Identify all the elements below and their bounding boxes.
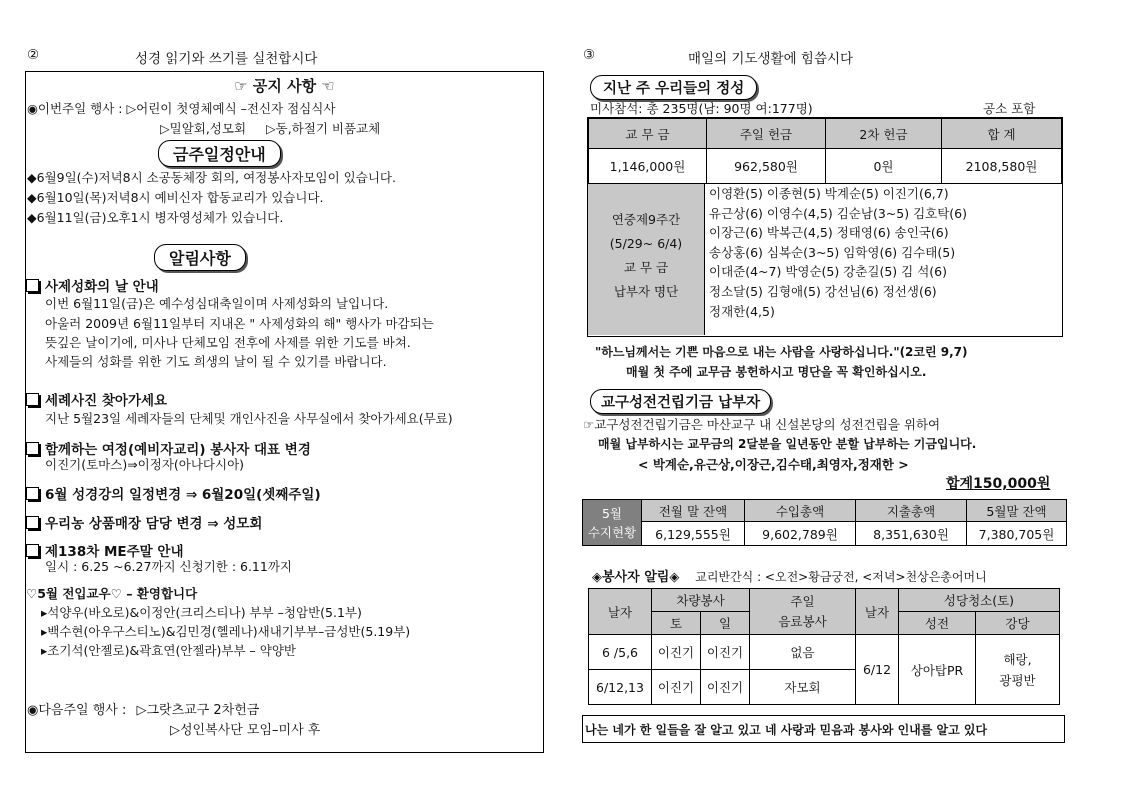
checkbox-square-icon: [26, 487, 39, 500]
fund-line: ☞교구성전건립기금은 마산교구 내 신설본당의 성전건립을 위하여: [583, 417, 941, 432]
welcome-line: ▸조기석(안젤로)&곽효연(안젤라)부부 – 약양반: [41, 643, 297, 658]
schedule-item: ◆6월10일(목)저녁8시 예비신자 합동교리가 있습니다.: [27, 190, 324, 205]
page-number: ②: [27, 47, 40, 63]
balance-value: 8,351,630원: [856, 522, 967, 546]
announce-item-line: 이진기(토마스)⇒이정자(아나다시아): [45, 457, 245, 472]
donor-label-line: (5/29~ 6/4): [609, 236, 683, 251]
offering-value: 0원: [826, 149, 942, 184]
balance-value: 7,380,705원: [967, 522, 1067, 546]
fund-heading: [590, 389, 771, 414]
vol-cell: 6/12: [856, 635, 899, 705]
vol-header-line: 음료봉사: [778, 613, 827, 629]
donor-label-line: 연중제9주간: [611, 212, 681, 227]
offering-title: 지난 주 우리들의 정성: [590, 75, 757, 100]
vol-cell: 이진기: [652, 670, 701, 705]
attendance-note: 공소 포함: [983, 101, 1036, 116]
balance-header: 5월말 잔액: [967, 500, 1067, 522]
volunteer-title: ◈봉사자 알림◈: [592, 570, 680, 585]
volunteer-note: 교리반간식 : <오전>황금궁전, <저녁>천상은총어머니: [695, 570, 987, 584]
donor-line: 유근상(6) 이영수(4,5) 김순남(3~5) 김호탁(6): [709, 205, 967, 221]
checkbox-square-icon: [26, 516, 39, 529]
next-week-events: [27, 699, 259, 718]
welcome-title: ♡5월 전입교우♡ – 환영합니다: [26, 586, 198, 601]
balance-value: 9,602,789원: [745, 522, 856, 546]
vol-cell: 이진기: [701, 670, 750, 705]
vol-cell: 이진기: [701, 635, 750, 670]
offering-value: 1,146,000원: [589, 149, 707, 184]
vol-cell: [976, 635, 1060, 705]
notice-title: ☞ 공지 사항 ☜: [234, 77, 335, 95]
balance-label-line: 수지현황: [587, 524, 637, 540]
vol-cell: 6 /5,6: [589, 635, 652, 670]
announce-heading: [154, 244, 246, 271]
vol-cell-line: 해랑,: [1003, 651, 1032, 667]
balance-value: 6,129,555원: [642, 522, 745, 546]
fund-names: < 박계순,유근상,이장근,김수태,최영자,정재한 >: [638, 457, 909, 472]
vol-header: 차량봉사: [652, 589, 750, 612]
table-row: [589, 635, 1060, 670]
footer-verse: 나는 네가 한 일들을 잘 알고 있고 네 사랑과 믿음과 봉사와 인내를 알고 있다: [585, 723, 988, 737]
checkbox-square-icon: [26, 279, 39, 292]
announce-item-line: 지난 5월23일 세례자들의 단체및 개인사진을 사무실에서 찾아가세요(무료): [45, 411, 453, 426]
schedule-item: ◆6월9일(수)저녁8시 소공동체장 회의, 여정봉사자모임이 있습니다.: [27, 170, 396, 185]
donor-list: [709, 184, 967, 321]
offering-table: [588, 118, 1062, 184]
announce-item-title: 제138차 ME주말 안내: [26, 540, 183, 560]
offering-header: 주일 헌금: [707, 119, 826, 149]
vol-cell: 6/12,13: [589, 670, 652, 705]
vol-header: 성전: [899, 612, 976, 635]
fund-line: 매월 납부하시는 교무금의 2달분을 일년동안 분할 납부하는 기금입니다.: [598, 437, 977, 451]
donor-line: 이장근(6) 박복근(4,5) 정태영(6) 송인국(6): [709, 225, 949, 241]
welcome-line: ▸백수현(아우구스티노)&김민경(헬레나)새내기부부–금성반(5.19부): [41, 624, 411, 639]
vol-header: 날자: [589, 589, 652, 635]
donor-line: 이영환(5) 이종현(5) 박계순(5) 이진기(6,7): [709, 186, 949, 201]
offering-header: 2차 헌금: [826, 119, 942, 149]
vol-header: 토: [652, 612, 701, 635]
this-week-line1: ▷어린이 첫영체예식 –전신자 점심식사: [126, 101, 336, 116]
offering-header: 교 무 금: [589, 119, 707, 149]
offering-box: [587, 117, 1063, 337]
balance-table: [582, 499, 1067, 546]
announce-item-title: 우리농 상품매장 담당 변경 ⇒ 성모회: [26, 512, 262, 532]
welcome-line: ▸석양우(바오로)&이정안(크리스티나) 부부 –청암반(5.1부): [41, 605, 362, 620]
donor-line: 정소달(5) 김형애(5) 강선님(6) 정선생(6): [709, 283, 937, 299]
balance-header: 지출총액: [856, 500, 967, 522]
this-week-label: ◉이번주일 행사 :: [27, 101, 123, 116]
footer-box: [582, 715, 1065, 743]
fund-title: 교구성전건립기금 납부자: [590, 389, 771, 414]
quote: "하느님께서는 기쁜 마음으로 내는 사람을 사랑하십니다."(2코린 9,7): [595, 345, 968, 359]
donor-label-cell: [588, 184, 705, 335]
announce-item-line: 이번 6월11일(금)은 예수성심대축일이며 사제성화의 날입니다.: [45, 296, 389, 311]
quote-note: 매월 첫 주에 교무금 봉헌하시고 명단을 꼭 확인하십시오.: [626, 365, 927, 379]
next-week-line2: ▷성인복사단 모임–미사 후: [170, 723, 321, 738]
vol-cell: 상아탑PR: [899, 635, 976, 705]
next-week-label: ◉다음주일 행사 :: [27, 703, 127, 718]
balance-header: 수입총액: [745, 500, 856, 522]
balance-header: 전월 말 잔액: [642, 500, 745, 522]
vol-cell: 이진기: [652, 635, 701, 670]
donor-line: 송상홍(6) 심복순(3~5) 임학영(6) 김수태(5): [709, 244, 956, 260]
this-week-events: [27, 99, 335, 117]
attendance: 미사참석: 총 235명(남: 90명 여:177명): [590, 101, 813, 116]
balance-label-line: 5월: [601, 505, 623, 521]
offering-value: 2108,580원: [942, 149, 1062, 184]
announce-item-line: 사제들의 성화를 위한 기도 희생의 날이 될 수 있기를 바랍니다.: [45, 354, 387, 369]
volunteer-table: [588, 588, 1060, 705]
vol-header-line: 주일: [790, 593, 815, 609]
announce-title: 알림사항: [154, 244, 246, 271]
vol-cell-line: 광평반: [999, 672, 1036, 688]
schedule-item: ◆6월11일(금)오후1시 병자영성체가 있습니다.: [27, 210, 284, 225]
event-item: ▷동,하절기 비품교체: [266, 121, 381, 136]
volunteer-heading: [592, 566, 987, 585]
left-panel: [25, 71, 544, 753]
donor-label-line: 교 무 금: [623, 260, 669, 275]
donor-line: 이대준(4~7) 박영순(5) 강춘길(5) 김 석(6): [709, 264, 947, 280]
announce-item-title: 사제성화의 날 안내: [26, 275, 159, 295]
donor-label-line: 납부자 명단: [613, 284, 679, 299]
next-week-line1: ▷그랏츠교구 2차헌금: [136, 703, 260, 718]
offering-heading: [590, 75, 757, 100]
vol-header: 날자: [856, 589, 899, 635]
offering-header: 합 계: [942, 119, 1062, 149]
vol-header: [750, 589, 856, 635]
balance-label: [583, 500, 642, 546]
donor-line: 정재한(4,5): [709, 303, 775, 319]
checkbox-square-icon: [26, 544, 39, 557]
announce-item-title: 함께하는 여정(예비자교리) 봉사자 대표 변경: [26, 438, 311, 458]
vol-header: 강당: [976, 612, 1060, 635]
schedule-title: 금주일정안내: [158, 140, 281, 167]
page-number: ③: [583, 47, 596, 63]
vol-cell: 자모회: [750, 670, 856, 705]
announce-item-title: 세례사진 찾아가세요: [26, 389, 167, 409]
this-week-line2: [160, 119, 380, 137]
announce-item-title: 6월 성경강의 일정변경 ⇒ 6월20일(셋째주일): [26, 483, 321, 503]
header-title: 성경 읽기와 쓰기를 실천합시다: [135, 51, 318, 67]
offering-value: 962,580원: [707, 149, 826, 184]
vol-header: 성당청소(토): [899, 589, 1060, 612]
schedule-heading: [158, 140, 281, 167]
vol-cell: 없음: [750, 635, 856, 670]
checkbox-square-icon: [26, 442, 39, 455]
checkbox-square-icon: [26, 393, 39, 406]
announce-item-line: 아울러 2009년 6월11일부터 지내온 " 사제성화의 해" 행사가 마감되는: [45, 316, 434, 331]
header-title: 매일의 기도생활에 힘씁시다: [688, 51, 854, 67]
announce-item-line: 뜻깊은 날이기에, 미사나 단체모임 전후에 사제를 위한 기도를 바쳐.: [45, 335, 411, 350]
event-item: ▷밀알회,성모회: [160, 121, 247, 136]
announce-item-line: 일시 : 6.25 ~6.27까지 신청기한 : 6.11까지: [45, 559, 292, 574]
vol-header: 일: [701, 612, 750, 635]
fund-total: 합계150,000원: [946, 476, 1051, 492]
